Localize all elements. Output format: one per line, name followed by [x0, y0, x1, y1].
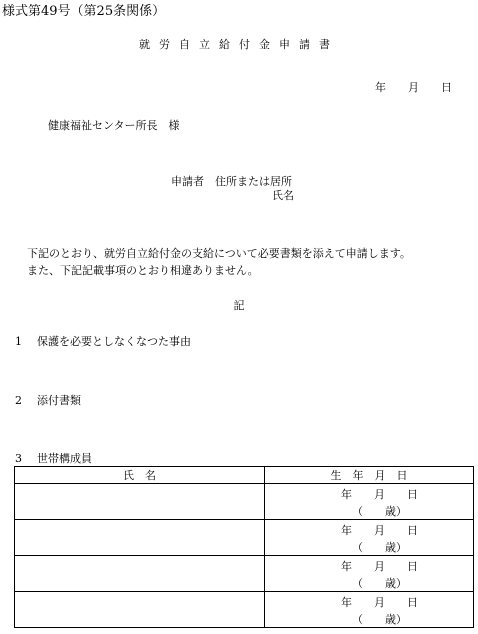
birthdate-cell[interactable]	[265, 556, 474, 592]
item-number: 2	[15, 394, 22, 407]
age-text: （ 歳）	[352, 613, 407, 626]
birthdate-cell[interactable]	[265, 592, 474, 628]
header-name: 氏 名	[15, 467, 265, 484]
table-header-row	[15, 467, 474, 484]
age-text: （ 歳）	[352, 577, 407, 590]
birthdate-text: 年 月 日	[341, 488, 418, 501]
addressee: 健康福祉センター所長 様	[48, 119, 180, 132]
item-household-members	[15, 450, 92, 466]
birthdate-cell[interactable]	[265, 520, 474, 556]
name-cell[interactable]	[15, 520, 265, 556]
age-text: （ 歳）	[352, 541, 407, 554]
header-birthdate: 生 年 月 日	[265, 467, 474, 484]
birthdate-text: 年 月 日	[341, 524, 418, 537]
item-number: 3	[15, 452, 22, 465]
birthdate-cell[interactable]	[265, 484, 474, 520]
item-label: 保護を必要としなくなつた事由	[37, 335, 191, 348]
item-label: 添付書類	[37, 394, 81, 407]
form-number: 様式第49号（第25条関係）	[2, 4, 166, 19]
birthdate-text: 年 月 日	[341, 560, 418, 573]
applicant-name-label: 氏名	[272, 189, 294, 202]
ki-heading: 記	[233, 299, 245, 312]
date-year: 年	[375, 81, 386, 94]
table-row	[15, 484, 474, 520]
name-cell[interactable]	[15, 556, 265, 592]
name-cell[interactable]	[15, 484, 265, 520]
applicant-label: 申請者	[171, 175, 204, 188]
body-line-2: また、下記記載事項のとおり相違ありません。	[27, 264, 259, 277]
date-day: 日	[441, 81, 452, 94]
item-number: 1	[15, 335, 22, 348]
item-attachments	[15, 392, 81, 408]
application-date	[375, 79, 452, 95]
table-row	[15, 556, 474, 592]
address-label: 住所または居所	[215, 175, 292, 188]
age-text: （ 歳）	[352, 505, 407, 518]
household-members-table	[14, 466, 474, 628]
body-line-1: 下記のとおり、就労自立給付金の支給について必要書類を添えて申請します。	[27, 247, 411, 260]
item-reason	[15, 333, 191, 349]
table-row	[15, 520, 474, 556]
item-label: 世帯構成員	[37, 452, 92, 465]
date-month: 月	[408, 81, 419, 94]
birthdate-text: 年 月 日	[341, 596, 418, 609]
document-title: 就労自立給付金申請書	[139, 38, 339, 51]
table-row	[15, 592, 474, 628]
name-cell[interactable]	[15, 592, 265, 628]
